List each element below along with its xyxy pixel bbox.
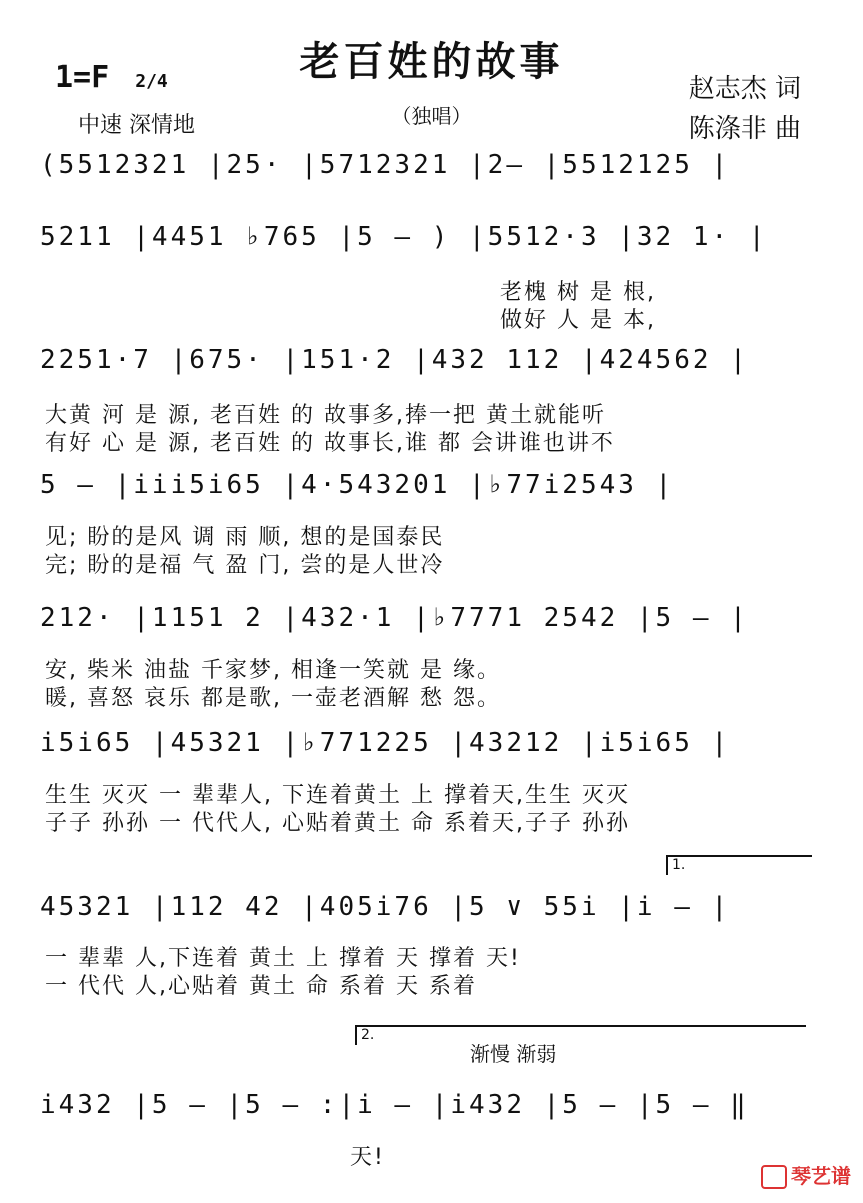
key-signature bbox=[55, 60, 168, 95]
score-row-1: (5512321 |25· |5712321 |2— |5512125 | bbox=[40, 150, 731, 180]
lyrics-row-6-verse-2: 子子 孙孙 一 代代人, 心贴着黄土 命 系着天,子子 孙孙 bbox=[45, 811, 630, 836]
lyrics-row-7-verse-2: 一 代代 人,心贴着 黄土 命 系着 天 系着 bbox=[45, 974, 477, 999]
score-row-4: 5 — |iii5i65 |4·543201 |♭77i2543 | bbox=[40, 470, 675, 500]
lyrics-row-4-verse-2: 完; 盼的是福 气 盈 门, 尝的是人世冷 bbox=[45, 553, 445, 578]
dynamics-mark: 渐慢 渐弱 bbox=[470, 1042, 557, 1066]
first-ending-label: 1. bbox=[672, 857, 686, 873]
score-row-3: 2251·7 |675· |151·2 |432 112 |424562 | bbox=[40, 345, 749, 375]
tempo-mark: 中速 深情地 bbox=[78, 113, 195, 138]
lyrics-row-3-verse-1: 大黄 河 是 源, 老百姓 的 故事多,捧一把 黄土就能听 bbox=[45, 403, 606, 428]
second-ending-bracket bbox=[355, 1025, 806, 1045]
score-row-8: i432 |5 — |5 — :|i — |i432 |5 — |5 — ‖ bbox=[40, 1090, 749, 1120]
first-ending-bracket bbox=[666, 855, 812, 875]
score-row-2: 5211 |4451 ♭765 |5 — ) |5512·3 |32 1· | bbox=[40, 222, 768, 252]
lyrics-row-4-verse-1: 见; 盼的是风 调 雨 顺, 想的是国泰民 bbox=[45, 525, 445, 550]
lyrics-row-7-verse-1: 一 辈辈 人,下连着 黄土 上 撑着 天 撑着 天! bbox=[45, 946, 521, 971]
lyrics-row-5-verse-2: 暖, 喜怒 哀乐 都是歌, 一壶老酒解 愁 怨。 bbox=[45, 686, 501, 711]
logo-icon bbox=[761, 1165, 787, 1189]
time-signature: 2/4 bbox=[135, 71, 168, 92]
lyrics-row-8: 天! bbox=[350, 1145, 385, 1170]
lyrics-row-3-verse-2: 有好 心 是 源, 老百姓 的 故事长,谁 都 会讲谁也讲不 bbox=[45, 431, 615, 456]
lyrics-row-2-verse-2: 做好 人 是 本, bbox=[500, 308, 656, 333]
key-label: 1=F bbox=[55, 60, 110, 95]
lyrics-row-6-verse-1: 生生 灭灭 一 辈辈人, 下连着黄土 上 撑着天,生生 灭灭 bbox=[45, 783, 630, 808]
page-title: 老百姓的故事 bbox=[299, 38, 564, 85]
watermark-logo bbox=[761, 1160, 851, 1190]
score-row-7: 45321 |112 42 |405i76 |5 ∨ 55i |i — | bbox=[40, 892, 731, 922]
lyrics-row-2-verse-1: 老槐 树 是 根, bbox=[500, 280, 656, 305]
lyricist-credit: 赵志杰 词 bbox=[688, 74, 801, 104]
lyrics-row-5-verse-1: 安, 柴米 油盐 千家梦, 相逢一笑就 是 缘。 bbox=[45, 658, 501, 683]
score-row-5: 212· |1151 2 |432·1 |♭7771 2542 |5 — | bbox=[40, 603, 749, 633]
watermark-text: 琴艺谱 bbox=[791, 1163, 851, 1188]
composer-credit: 陈涤非 曲 bbox=[688, 114, 801, 144]
subtitle: （独唱） bbox=[391, 104, 472, 128]
score-row-6: i5i65 |45321 |♭771225 |43212 |i5i65 | bbox=[40, 728, 731, 758]
second-ending-label: 2. bbox=[361, 1027, 375, 1043]
